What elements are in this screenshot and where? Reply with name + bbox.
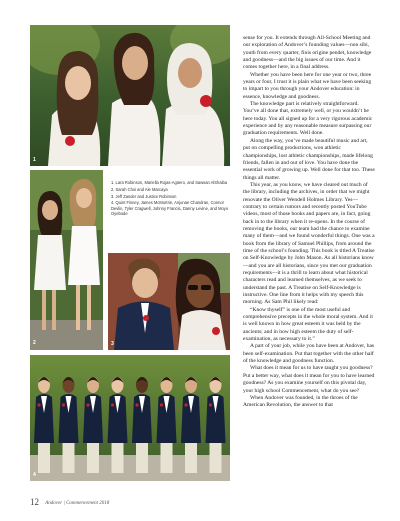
caption-1: 1. Lara Robinson, Mariella Rojas-Agüero, and Sawsan AlShaiba — [111, 180, 228, 185]
paragraph-8: What does it mean for us to have taught you goodness? Put a better way, what does it mean for you to have learned goodness? As you examine yourself on this pivotal day, your high school Commencement, what do you see? — [243, 365, 375, 394]
paragraph-7: A part of your job, while you have been at Andover, has been self-examination. Put that together with the other half of the knowledge and goodness function. — [243, 343, 375, 365]
photo-two-graduates-smiling — [108, 253, 230, 350]
photo-number-2: 2 — [33, 340, 36, 346]
photo-number-1: 1 — [33, 157, 36, 163]
photo-group-of-graduates — [30, 355, 230, 481]
paragraph-4: Along the way, you’ve made beautiful music and art, put on compelling productions, won athletic championships, lost athletic championships, made lifelong friends, fallen in and out of love. You have done the essential work of growing up. Well done for that too. These things all matter. — [243, 137, 375, 181]
paragraph-3: The knowledge part is relatively straightforward. You’ve all done that, extremely well, or you wouldn’t be here today. You all signed up for a very rigorous academic experience and by any reasonable measure surpassing our graduation requirements. Well done. — [243, 101, 373, 137]
caption-2: 2. Sarah Choi and Ale Marcaya — [111, 186, 168, 192]
paragraph-1: sense for you. It extends through All-School Meeting and our exploration of Andover’s founding values—non sibi, youth from every quarter, finis origine pendet, knowledge and goodness—and the big issues of our time. And it comes together here, in a final address. — [243, 35, 372, 71]
page-number: 12 — [30, 497, 39, 507]
paragraph-6-quote: “Know thyself” is one of the most useful and comprehensive precepts in the whole moral system. And it is well known in how great esteem it was held by the ancients; and in how high esteem the duty of self-examination, as necessary to it.” — [243, 306, 373, 343]
photo-graduates-three-women — [30, 25, 230, 166]
caption-3: 3. Jeff Zander and Justice Robinson — [111, 193, 177, 199]
photo-two-graduates — [30, 170, 103, 350]
photo-captions — [111, 180, 229, 218]
paragraph-5: This year, as you know, we have cleared out much of the library, including the archives, in order that we might renovate the Oliver Wendell Holmes Library. Yes—contrary to certain rumors and recently posted YouTube videos, most of those books and papers are, in fact, going back in to the library when it re-opens. In the course of removing the books, our team had the chance to examine many of them—and we found wonderful things. One was a book from the library of Samuel Phillips, from around the time of the school’s founding. This book is titled A Treatise on Self-Knowledge by John Mason. As all historians know—and you are all historians, since you met our graduation requirements—it is a thrill to learn about what historical characters read and learned themselves, as we seek to understand the past. A Treatise on Self-Knowledge is instructive. One line from it helps with my speech this morning. As Sam Phil likely read: — [243, 181, 375, 306]
caption-4: 4. Quint Finney, James McMurtrie, Anjunae Chandran, Connor Devlin, Tyler Cragwell, Johnny Francis, Danny Levine, and Moyo Oyebode — [111, 200, 229, 216]
page-footer — [30, 497, 109, 507]
paragraph-2: Whether you have been here for one year or two, three years or four, I trust it is plain what we have been seeking to impart to you through your Andover education: in essence, knowledge and goodness. — [243, 71, 372, 100]
photo-number-4: 4 — [33, 472, 36, 478]
photo-number-3: 3 — [111, 341, 114, 347]
paragraph-9: When Andover was founded, in the throes of the American Revolution, the answer to that — [243, 394, 358, 409]
speech-text-column — [243, 35, 375, 410]
publication-name: Andover | Commencement 2018 — [45, 501, 110, 506]
